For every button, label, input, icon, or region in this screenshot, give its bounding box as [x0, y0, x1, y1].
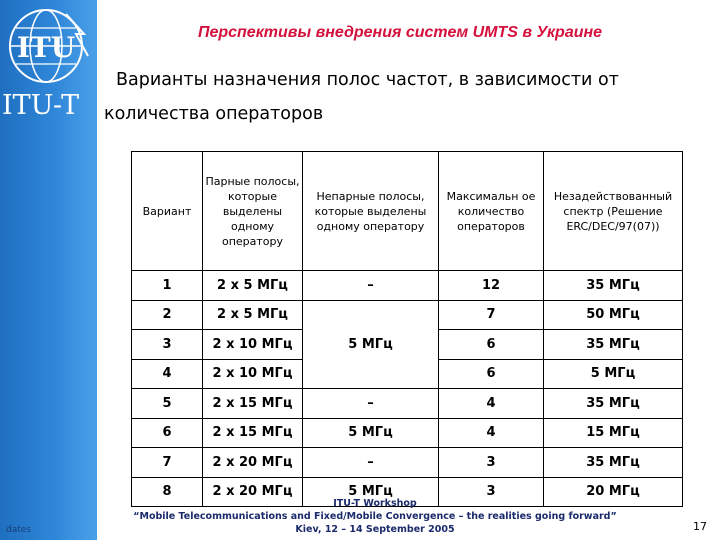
table-cell: 35 МГц	[544, 271, 683, 301]
page-title: Перспективы внедрения систем UMTS в Украине	[197, 24, 603, 41]
table-cell: 3	[132, 330, 203, 360]
table-cell: 8	[132, 477, 203, 507]
table-cell: 3	[439, 448, 544, 478]
table-cell: 12	[439, 271, 544, 301]
table-cell: 2 x 10 МГц	[203, 330, 303, 360]
table-cell: 4	[439, 418, 544, 448]
table-cell: 1	[132, 271, 203, 301]
table-cell: –	[303, 389, 439, 419]
table-cell: 2	[132, 300, 203, 330]
footer	[100, 497, 650, 536]
subtitle-line-1: Варианты назначения полос частот, в зависимости от	[116, 70, 619, 90]
table-cell: 2 x 20 МГц	[203, 477, 303, 507]
table-cell: 7	[132, 448, 203, 478]
table-cell: 15 МГц	[544, 418, 683, 448]
header-paired: Парные полосы, которые выделены одному оператору	[203, 152, 303, 271]
table-cell: 2 x 15 МГц	[203, 389, 303, 419]
table-row	[132, 271, 683, 301]
table-cell: 6	[439, 359, 544, 389]
table-cell: 2 x 5 МГц	[203, 300, 303, 330]
table-cell: –	[303, 271, 439, 301]
subtitle-line-2: количества операторов	[104, 104, 324, 124]
table-header-row	[132, 152, 683, 271]
footer-line-3: Kiev, 12 – 14 September 2005	[295, 524, 455, 535]
table-cell: 35 МГц	[544, 330, 683, 360]
table-row	[132, 389, 683, 419]
table-cell: 5 МГц	[303, 477, 439, 507]
table-row	[132, 448, 683, 478]
header-unused-spectrum: Незадействованный спектр (Решение ERC/DEC/97(07))	[544, 152, 683, 271]
table-cell: 7	[439, 300, 544, 330]
header-variant: Вариант	[132, 152, 203, 271]
date-label: dates	[6, 525, 31, 535]
table-cell: 6	[439, 330, 544, 360]
table-cell: 4	[439, 389, 544, 419]
itu-logo-icon	[6, 4, 90, 88]
table-cell: –	[303, 448, 439, 478]
logo-text: ITU	[16, 31, 76, 64]
table-cell: 50 МГц	[544, 300, 683, 330]
table-cell: 5 МГц	[544, 359, 683, 389]
table-cell: 4	[132, 359, 203, 389]
table-row	[132, 418, 683, 448]
frequency-table	[131, 151, 683, 507]
table-cell: 2 x 15 МГц	[203, 418, 303, 448]
header-unpaired: Непарные полосы, которые выделены одному оператору	[303, 152, 439, 271]
table-cell: 3	[439, 477, 544, 507]
table-cell: 2 x 10 МГц	[203, 359, 303, 389]
table-cell: 5	[132, 389, 203, 419]
org-label: ITU-T	[2, 90, 80, 121]
table-row	[132, 300, 683, 330]
table-cell: 2 x 5 МГц	[203, 271, 303, 301]
footer-line-2: “Mobile Telecommunications and Fixed/Mobile Convergence – the realities going forward”	[133, 511, 617, 522]
footer-line-1: ITU-T Workshop	[333, 498, 417, 509]
table-cell: 20 МГц	[544, 477, 683, 507]
table-cell: 2 x 20 МГц	[203, 448, 303, 478]
page-number: 17	[693, 520, 707, 533]
table-cell: 5 МГц	[303, 418, 439, 448]
header-max-operators: Максимальн ое количество операторов	[439, 152, 544, 271]
table-cell: 6	[132, 418, 203, 448]
table-cell: 35 МГц	[544, 389, 683, 419]
table-cell: 35 МГц	[544, 448, 683, 478]
sidebar	[0, 0, 97, 540]
table-cell-merged: 5 МГц	[303, 300, 439, 389]
